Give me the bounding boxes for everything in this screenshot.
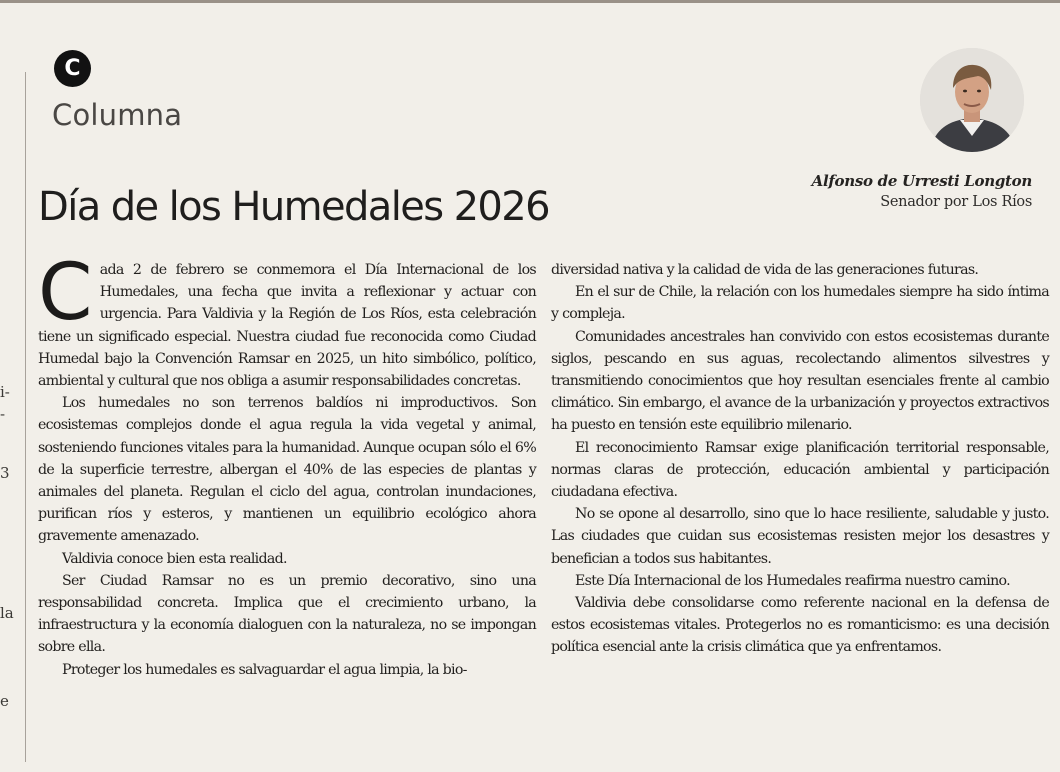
adjacent-column-fragment: la bbox=[0, 604, 14, 622]
adjacent-column-fragment: e bbox=[0, 692, 9, 710]
article-paragraph: Valdivia conoce bien esta realidad. bbox=[62, 550, 287, 567]
article-paragraph: diversidad nativa y la calidad de vida de las generaciones futuras. bbox=[551, 262, 979, 278]
article-paragraph: Comunidades ancestrales han convivido con estos ecosistemas durante siglos, pescando en sus aguas, recolectando alimentos silvestres y transmitiendo conocimientos que hoy resultan esenciales frente al cambio climático. Sin embargo, el avance de la urbanización y proyectos extractivos ha puesto en tensión este equilibrio milenario. bbox=[551, 328, 1049, 434]
article-headline: Día de los Humedales 2026 bbox=[38, 184, 549, 230]
article-paragraph: Este Día Internacional de los Humedales reafirma nuestro camino. bbox=[575, 572, 1010, 589]
drop-cap: C bbox=[38, 248, 92, 338]
adjacent-column-fragment: - bbox=[0, 405, 6, 423]
adjacent-column-fragment: 3 bbox=[0, 464, 10, 482]
article-paragraph: Los humedales no son terrenos baldíos ni improductivos. Son ecosistemas complejos donde el agua regula la vida vegetal y animal, sosteniendo funciones vitales para la humanidad. Aunque ocupan sólo el 6% de la superficie terrestre, albergan el 40% de las especies de plantas y animales del planeta. Regulan el ciclo del agua, controlan inundaciones, purifican ríos y esteros, y mantienen un equilibrio ecológico ahora gravemente amenazado. bbox=[38, 395, 536, 545]
adjacent-column-fragment: i- bbox=[0, 383, 10, 401]
article-paragraph: No se opone al desarrollo, sino que lo hace resiliente, saludable y justo. Las ciudades que cuidan sus ecosistemas resisten mejor los desastres y benefician a todos sus habitantes. bbox=[551, 506, 1049, 567]
article-paragraph: Valdivia debe consolidarse como referente nacional en la defensa de estos ecosistemas vitales. Protegerlos no es romanticismo: es una decisión política esencial ante la crisis climática que ya enfrentamos. bbox=[551, 595, 1049, 656]
section-label: Columna bbox=[52, 98, 183, 132]
author-role: Senador por Los Ríos bbox=[880, 194, 1032, 210]
article-paragraph: El reconocimiento Ramsar exige planificación territorial responsable, normas claras de protección, educación ambiental y participación ciudadana efectiva. bbox=[551, 439, 1049, 501]
article-column-1 bbox=[38, 248, 536, 681]
article-paragraph: En el sur de Chile, la relación con los humedales siempre ha sido íntima y compleja. bbox=[551, 284, 1049, 323]
article-paragraph: Ser Ciudad Ramsar no es un premio decorativo, sino una responsabilidad concreta. Implica que el crecimiento urbano, la infraestructura y la economía dialoguen con la naturaleza, no se impongan sobre ella. bbox=[38, 572, 536, 656]
article-column-2 bbox=[551, 259, 1049, 659]
top-rule bbox=[0, 0, 1060, 3]
column-divider bbox=[25, 72, 26, 762]
article-paragraph: Cada 2 de febrero se conmemora el Día Internacional de los Humedales, una fecha que invita a reflexionar y actuar con urgencia. Para Valdivia y la Región de Los Ríos, esta celebración tiene un significado especial. Nuestra ciudad fue reconocida como Ciudad Humedal bajo la Convención Ramsar en 2025, un hito simbólico, político, ambiental y cultural que nos obliga a asumir responsabilidades concretas. bbox=[38, 248, 536, 390]
column-badge-icon: C bbox=[54, 50, 91, 87]
author-name: Alfonso de Urresti Longton bbox=[811, 172, 1032, 190]
article-paragraph: Proteger los humedales es salvaguardar el agua limpia, la bio- bbox=[62, 661, 467, 678]
author-photo bbox=[920, 48, 1024, 152]
